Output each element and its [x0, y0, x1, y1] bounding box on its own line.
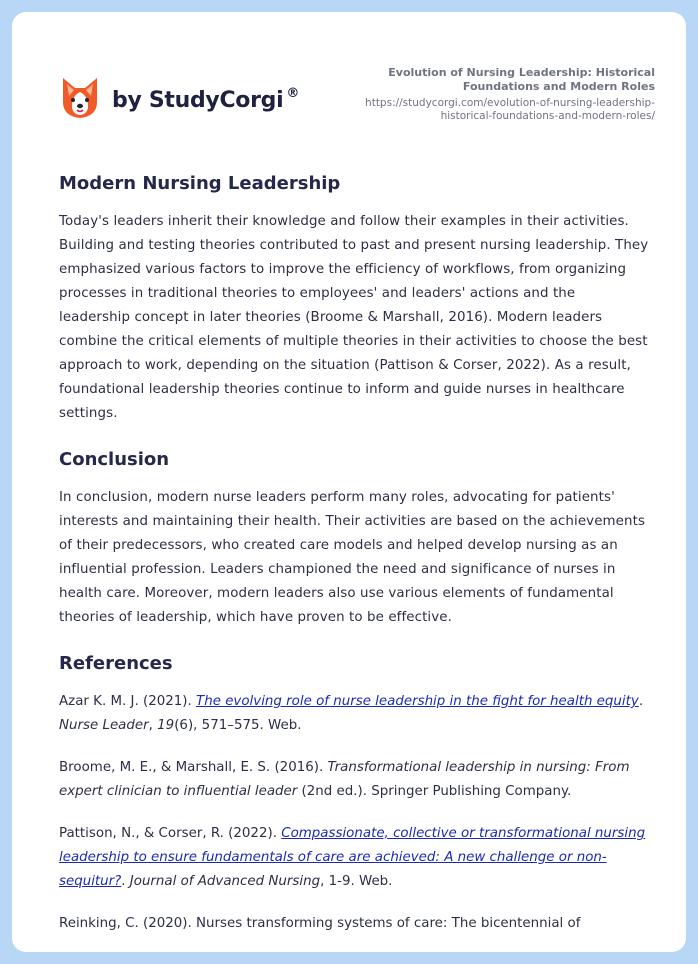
document-url[interactable]: [315, 97, 655, 123]
document-title: Evolution of Nursing Leadership: Historical Foundations and Modern Roles: [388, 66, 655, 93]
corgi-logo-icon: [60, 76, 100, 120]
reference-item: Reinking, C. (2020). Nurses transforming systems of care: The bicentennial of: [59, 916, 581, 931]
document-meta: [315, 66, 655, 123]
registered-mark: ®: [286, 85, 300, 101]
reference-link[interactable]: The evolving role of nurse leadership in the fight for health equity: [196, 694, 639, 709]
document-url-line-2: historical-foundations-and-modern-roles/: [440, 110, 655, 122]
document-page: [12, 12, 686, 952]
brand-name: by StudyCorgi ®: [112, 85, 300, 113]
document-url-line-1: https://studycorgi.com/evolution-of-nursing-leadership-: [365, 97, 655, 109]
section-text-modern: Today's leaders inherit their knowledge and follow their examples in their activities. Building and testing theories contributed to past and present nursing leadership. They emphasized various factors to improve the efficiency of workflows, from organizing processes in traditional theories to employees' and leaders' actions and the leadership concept in later theories (Broome & Marshall, 2016). Modern leaders combine the critical elements of multiple theories in their activities to choose the best approach to work, depending on the situation (Pattison & Corser, 2022). As a result, foundational leadership theories continue to inform and guide nurses in healthcare settings.: [59, 214, 649, 421]
reference-item: Pattison, N., & Corser, R. (2022). Compassionate, collective or transformational nursing leadership to ensure fundamentals of care are achieved: A new challenge or non-sequitur?. Journal of Advanced Nursing, 1-9. Web.: [59, 826, 646, 889]
document-content: [59, 172, 649, 952]
reference-item: Broome, M. E., & Marshall, E. S. (2016). Transformational leadership in nursing: From expert clinician to influential leader (2nd ed.). Springer Publishing Company.: [59, 760, 630, 799]
page-header: [12, 12, 686, 152]
section-heading-conclusion: Conclusion: [59, 449, 170, 470]
studycorgi-logo[interactable]: [60, 76, 299, 120]
section-heading-references: References: [59, 653, 173, 674]
reference-item: Azar K. M. J. (2021). The evolving role of nurse leadership in the fight for health equity. Nurse Leader, 19(6), 571–575. Web.: [59, 694, 644, 733]
section-heading-modern: Modern Nursing Leadership: [59, 173, 341, 194]
reference-link[interactable]: Compassionate, collective or transformational nursing leadership to ensure fundamentals of care are achieved: A new challenge or non-sequitur?: [59, 826, 646, 889]
section-text-conclusion: In conclusion, modern nurse leaders perform many roles, advocating for patients' interests and maintaining their health. Their activities are based on the achievements of their predecessors, who created care models and helped develop nursing as an influential profession. Leaders championed the need and significance of nurses in health care. Moreover, modern leaders also use various elements of fundamental theories of leadership, which have proven to be effective.: [59, 490, 646, 625]
